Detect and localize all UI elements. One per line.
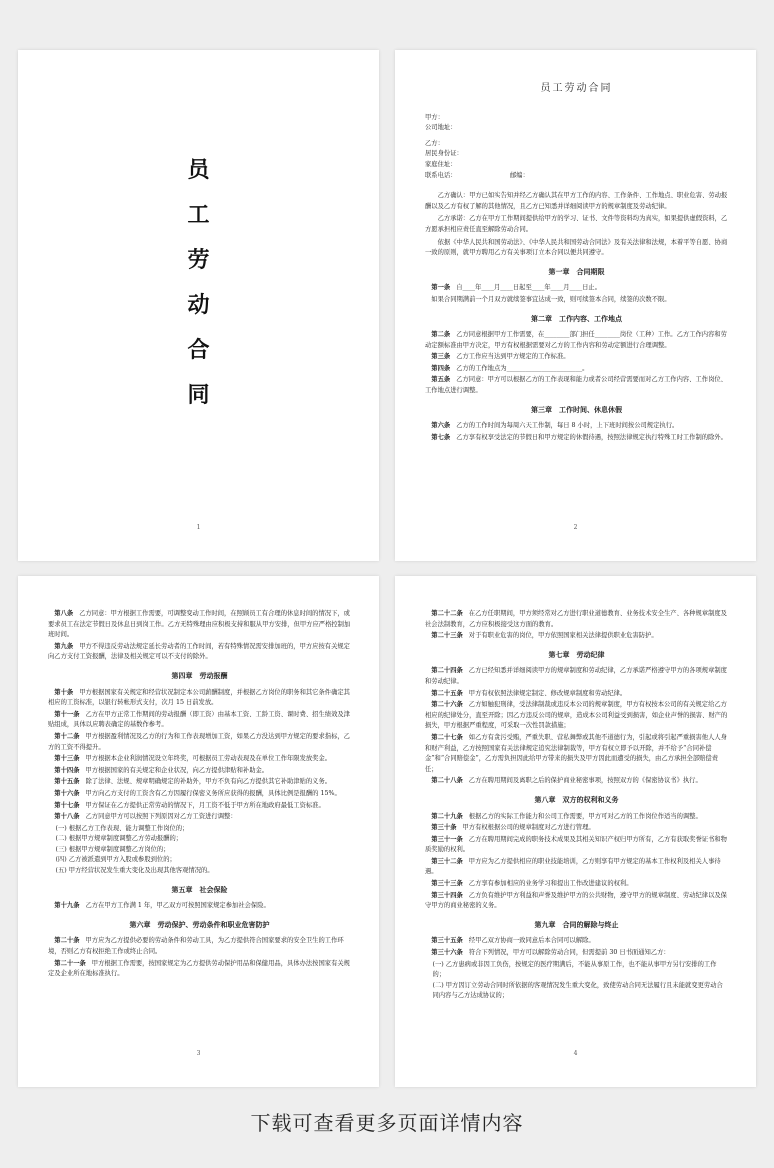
article-text: 乙方享有参加相应的业务学习和提出工作改进建议的权利。 [468, 880, 633, 888]
article-text: 甲方有权根据公司的规章制度对乙方进行管理。 [462, 824, 595, 832]
article-text: 乙方享有权享受法定的节假日和甲方规定的休假待遇，按照法律规定执行特殊工时工作制的除外。 [456, 433, 727, 441]
article [425, 666, 728, 687]
article-number: 第二十七条 [431, 733, 463, 741]
article-text: 在乙方任职期间，甲方须经常对乙方进行职业道德教育、业务技术安全生产、各种规章制度及社会法制教育，乙方应积极接受这方面的教育。 [425, 610, 727, 628]
contract-page-4 [395, 576, 756, 1087]
article [425, 733, 728, 775]
article [425, 689, 728, 700]
article-number: 第三条 [431, 353, 451, 361]
article-number: 第二十三条 [431, 632, 463, 640]
article-number: 第十五条 [54, 778, 80, 786]
article-number: 第六条 [431, 422, 451, 430]
article [425, 364, 728, 375]
article [48, 732, 351, 753]
article [48, 812, 351, 823]
article-number: 第八条 [54, 610, 74, 617]
article-text: 乙方在聘用期间及离职之后的保护商业秘密事项，按照双方的《保密协议书》执行。 [468, 777, 702, 785]
article-text: 甲方保证在乙方提供正常劳动的情况下，月工资不低于甲方所在地政府最低工资标准。 [85, 801, 325, 809]
page-body [425, 609, 728, 1002]
article-number: 第二十二条 [431, 610, 463, 617]
article-text: 如乙方有贪污受贿，严重失职、营私舞弊或其他不道德行为，引起或将引起严重损害他人人身和财产利益，乙方按照国家有关法律规定追究法律制裁等，甲方有权立即予以开除，并不给予“合同补偿金”和“合同赔偿金”，乙方需负担因此给甲方带来的损失及甲方因此而遭受的损失，由乙方承担全部赔偿责任； [425, 733, 727, 773]
page-number: 2 [573, 524, 578, 531]
article [425, 857, 728, 878]
article [48, 801, 351, 812]
article-number: 第二十六条 [431, 701, 463, 709]
article-text: 乙方已经知悉并详细阅读甲方的规章制度和劳动纪律，乙方承诺严格遵守甲方的各项规章制度和劳动纪律。 [425, 667, 727, 685]
chapter-heading: 第一章 合同期限 [548, 267, 605, 276]
list-item: (一) 乙方患病或非因工负伤，按规定的医疗期满后，不能从事原工作，也不能从事甲方另行安排的工作的； [432, 960, 717, 979]
article-number: 第十一条 [54, 710, 80, 718]
page-number: 3 [196, 1050, 201, 1057]
article [48, 710, 351, 731]
article [425, 776, 728, 787]
chapter-heading: 第二章 工作内容、工作地点 [531, 314, 622, 323]
article [425, 283, 728, 294]
article [425, 835, 728, 856]
article-text: 对于有职业危害的岗位，甲方依照国家相关法律提供职业危害防护。 [468, 632, 658, 640]
chapter-heading: 第七章 劳动纪律 [548, 650, 605, 659]
party-line: 家庭住址： [425, 160, 457, 168]
article [425, 421, 728, 432]
article-number: 第二十八条 [431, 777, 463, 785]
termination-list [425, 960, 728, 1002]
article [425, 352, 728, 363]
cover-title-char: 动 [187, 293, 210, 318]
chapter-heading: 第九章 合同的解除与终止 [534, 920, 619, 929]
article-number: 第二十条 [54, 937, 80, 945]
page-body [425, 84, 728, 444]
article-number: 第三十二条 [431, 857, 463, 865]
article [425, 891, 728, 912]
page-number: 4 [573, 1050, 578, 1057]
article-number: 第三十六条 [431, 949, 463, 957]
contract-page-3 [18, 576, 379, 1087]
article-text: 乙方同意：甲方可以根据乙方的工作表现和能力或者公司经营需要而对乙方工作内容、工作岗位、工作地点进行调整。 [425, 376, 727, 395]
article-text: 乙方同意：甲方根据工作需要，可调整变动工作时间，在照顾员工有合理的休息时间的情况下，或要求员工在法定节假日及休息日到岗工作。乙方无特殊理由应积极支持和服从甲方安排，但甲方应严格控制加班时间。 [48, 610, 351, 639]
page-number: 1 [196, 524, 201, 531]
article [48, 936, 351, 957]
article [48, 609, 351, 641]
article-number: 第二条 [431, 331, 451, 339]
article-number: 第二十九条 [431, 812, 463, 820]
list-item: (三) 根据甲方规章制度调整乙方岗位的； [55, 845, 170, 853]
article-number: 第二十五条 [431, 689, 463, 697]
article-text: 乙方在甲方工作满 1 年，甲乙双方可按照国家规定参加社会保险。 [85, 902, 270, 910]
article-number: 第十六条 [54, 789, 80, 797]
chapter-heading: 第八章 双方的权利和义务 [534, 795, 619, 804]
article [425, 631, 728, 642]
contract-page-2 [395, 50, 756, 561]
article-text: 甲方根据国家有关规定和经营状况制定本公司薪酬制度，并根据乙方岗位的职务和其它条件确定其相应的工资标准，以银行转帐形式支付，次月 15 日前发放。 [48, 688, 350, 707]
article [425, 879, 728, 890]
cover-title [18, 148, 379, 418]
article-text: 乙方的工作时间为每周六天工作制，每日 8 小时，上下班时间按公司规定执行。 [456, 422, 679, 430]
list-item: (四) 乙方被派遣到甲方入股或参股到位的； [55, 856, 176, 864]
article-text: 符合下列情况，甲方可以解除劳动合同，但需提前 30 日书面通知乙方： [468, 949, 670, 957]
chapter-heading: 第四章 劳动报酬 [171, 671, 228, 680]
article [425, 295, 728, 306]
article-text: 甲方根据盈利情况及乙方的行为和工作表现增加工资，如果乙方没达到甲方规定的要求指标，乙方的工资不得提升。 [48, 732, 350, 751]
article-number: 第三十四条 [431, 891, 463, 899]
article-number: 第二十四条 [431, 667, 463, 675]
article [48, 789, 351, 800]
article-text: 自____年____月____日起至____年____月____日止。 [456, 284, 602, 292]
article-number: 第一条 [431, 284, 451, 292]
article-number: 第九条 [54, 642, 74, 650]
article-number: 第三十五条 [431, 937, 463, 945]
list-item: (五) 甲方经营状况发生重大变化及出现其他客观情况的。 [55, 867, 214, 875]
chapter-heading: 第三章 工作时间、休息休假 [531, 405, 622, 414]
article [48, 777, 351, 788]
list-item: (二) 根据甲方规章制度调整乙方劳动报酬的； [55, 835, 183, 843]
article-number: 第十九条 [54, 902, 80, 910]
article-text: 乙方负有维护甲方利益和声誉及维护甲方的公共财物，遵守甲方的规章制度、劳动纪律以及保守甲方的商业秘密的义务。 [425, 891, 727, 910]
article-number: 第四条 [431, 364, 451, 372]
article [425, 330, 728, 351]
article-text: 甲方应为乙方提供必要的劳动条件和劳动工具，为乙方提供符合国家要求的安全卫生的工作环境，否则乙方有权拒绝工作或终止合同。 [48, 937, 344, 956]
chapter-heading: 第六章 劳动保护、劳动条件和职业危害防护 [129, 920, 270, 929]
download-more-caption: 下载可查看更多页面详情内容 [250, 1111, 524, 1135]
article-text: 甲方应为乙方提供相应的职业技能培训，乙方则享有甲方规定的基本工作权利及相关人事待遇。 [425, 857, 721, 876]
article-number: 第三十三条 [431, 880, 463, 888]
intro-paragraph: 依据《中华人民共和国劳动法》、《中华人民共和国劳动合同法》及有关法律和法规，本着平等自愿、协商一致的原则，就甲方聘用乙方有关事项订立本合同以便共同遵守。 [425, 238, 728, 257]
article [425, 948, 728, 959]
chapter-heading: 第五章 社会保险 [171, 885, 228, 894]
article [425, 823, 728, 834]
article-text: 甲方向乙方支付的工资含有乙方因履行保密义务所应获得的报酬，具体比例是报酬的 15%。 [85, 789, 341, 797]
article-text: 乙方同意根据甲方工作需要，在________部门担任________岗位（工种）工作。乙方工作内容和劳动定额标准由甲方决定，甲方有权根据需要对乙方的工作内容和劳动定额进行合理调整。 [425, 331, 727, 349]
article-text: 乙方同意甲方可以按照下列原因对乙方工资进行调整： [85, 813, 237, 821]
article-number: 第十四条 [54, 766, 80, 774]
article-text: 经甲乙双方协商一致同意后本合同可以解除。 [468, 937, 595, 945]
adjust-list [48, 824, 351, 877]
party-line: 甲方： [425, 113, 444, 121]
article-text: 甲方有权依照法律规定制定、修改规章制度和劳动纪律。 [468, 689, 627, 697]
article-text: 甲方根据工作需要，按国家规定为乙方提供劳动保护用品和保健用品，具体办法按国家有关规定及企业所在地标准执行。 [48, 959, 350, 978]
article [425, 433, 728, 444]
article-number: 第五条 [431, 376, 451, 384]
article [48, 901, 351, 912]
page-body [48, 609, 351, 981]
cover-title-char: 员 [187, 158, 210, 183]
intro-paragraph: 乙方承诺：乙方在甲方工作期间提供给甲方的学习、证书、文件等资料均为真实，如果提供虚假资料，乙方愿承担相应责任直至解除劳动合同。 [425, 215, 728, 233]
party-info [425, 113, 728, 182]
article [425, 936, 728, 947]
list-item: (二) 甲方因订立劳动合同时所依据的客观情况发生重大变化，致使劳动合同无法履行且未能就变更劳动合同内容与乙方达成协议的； [432, 981, 723, 1000]
cover-page [18, 50, 379, 561]
cover-title-char: 工 [187, 203, 210, 228]
article-text: 乙方如触犯刑律，受法律制裁或违反本公司的规章制度，甲方有权按本公司的有关规定给乙方相应的纪律处分，直至开除；因乙方违反公司的规章，造成本公司利益受到损害，如企业声誉的损害、财产的损失，甲方根据严重程度，可采取一次性罚款措施； [425, 701, 728, 730]
article [425, 609, 728, 630]
article [425, 812, 728, 823]
party-line: 公司地址： [425, 124, 457, 132]
article-text: 乙方的工作地点为________________________。 [456, 364, 589, 372]
article-text: 根据乙方的实际工作能力和公司工作需要，甲方可对乙方的工作岗位作适当的调整。 [468, 812, 702, 820]
article-text: 甲方不得违反劳动法规定延长劳动者的工作时间，若有特殊情况需安排加班的，甲方应按有关规定向乙方支付工资报酬，法律及相关规定可以不支付的除外。 [48, 642, 350, 661]
article [425, 700, 728, 732]
article-number: 第十条 [54, 688, 74, 696]
article-number: 第十七条 [54, 801, 80, 809]
article [48, 688, 351, 709]
party-line: 居民身份证： [425, 150, 463, 158]
article-text: 乙方在甲方正常工作期间的劳动报酬（即工资）由基本工资、工龄工资、课时费、招生绩效及津贴组成，具体以应聘表确定的基数作参考。 [48, 710, 350, 729]
article-number: 第十三条 [54, 755, 80, 763]
article-text: 乙方工作应当达到甲方规定的工作标准。 [456, 353, 570, 361]
article [48, 754, 351, 765]
article-number: 第十八条 [54, 813, 80, 821]
document-title: 员工劳动合同 [540, 83, 613, 94]
cover-title-char: 同 [187, 383, 210, 408]
article-text: 甲方根据本企业利润情况设立年终奖，可根据员工劳动表现及在单位工作年限发放奖金。 [85, 755, 332, 763]
cover-title-char: 劳 [187, 248, 210, 273]
article-text: 如果合同期满前一个月双方就续签事宜达成一致，则可续签本合同，续签的次数不限。 [431, 295, 671, 303]
article-text: 甲方根据国家的有关规定和企业状况，向乙方提供津贴和补助金。 [85, 766, 269, 774]
article [48, 959, 351, 980]
article-number: 第十二条 [54, 732, 80, 740]
list-item: (一) 根据乙方工作表现、能力调整工作岗位的； [55, 824, 189, 832]
article-text: 乙方在聘用期间完成的职务技术成果及其相关知识产权归甲方所有，乙方有获取奖誉证书和物质奖励的权利。 [425, 835, 727, 854]
article [48, 766, 351, 777]
article-number: 第七条 [431, 433, 451, 441]
cover-title-char: 合 [187, 338, 210, 363]
article-number: 第三十条 [431, 824, 457, 832]
article [48, 642, 351, 663]
article-number: 第二十一条 [54, 959, 86, 967]
article-text: 除了法律、法规、规章明确规定的补助外，甲方不负有向乙方提供其它补助津贴的义务。 [85, 778, 332, 786]
party-line: 乙方： [425, 139, 444, 147]
intro-paragraph: 乙方确认：甲方已如实告知并经乙方确认其在甲方工作的内容、工作条件、工作地点、职业危害、劳动报酬以及乙方有权了解的其他情况，且乙方已知悉并详细阅读甲方的规章制度及劳动纪律。 [425, 192, 728, 210]
article [425, 375, 728, 396]
party-line: 联系电话： 邮编： [425, 171, 529, 179]
article-number: 第三十一条 [431, 835, 463, 843]
